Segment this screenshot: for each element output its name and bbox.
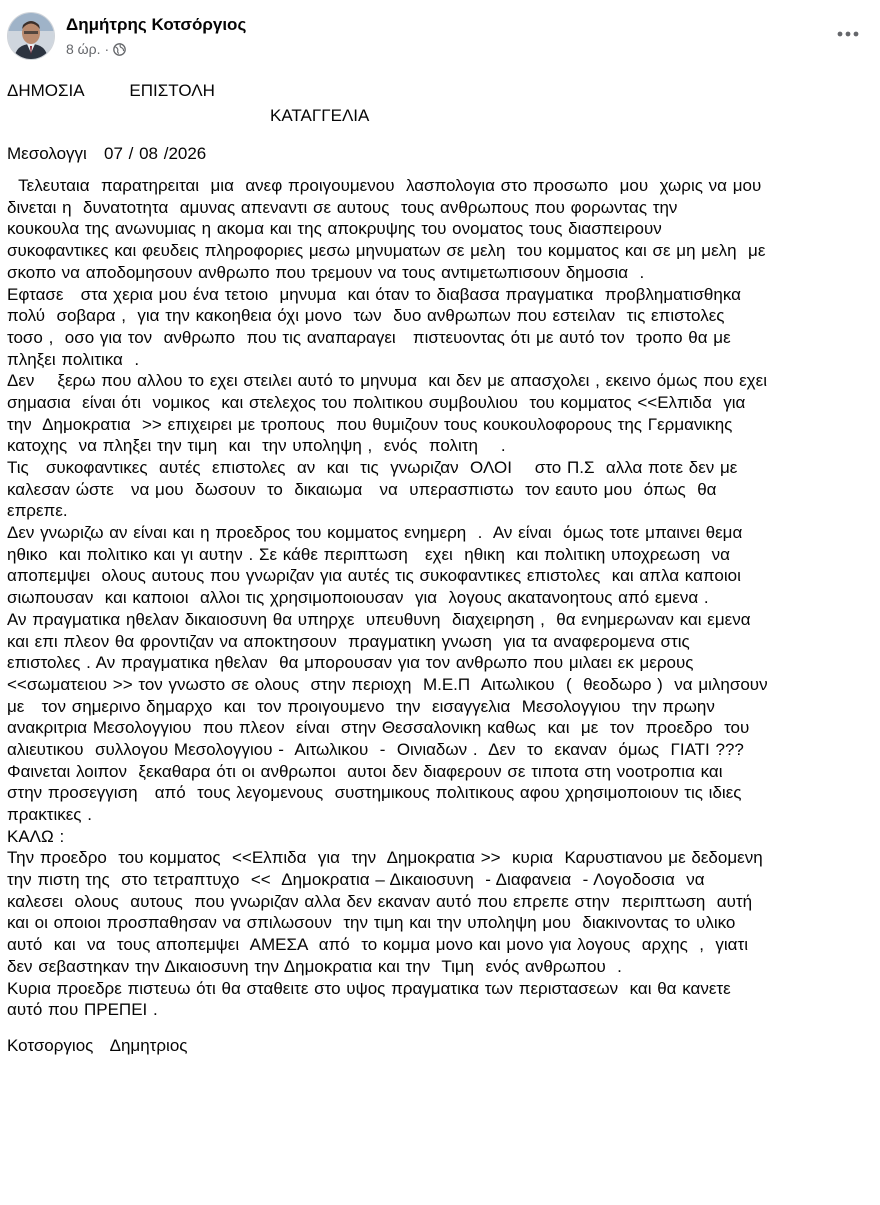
letter-line: δεν σεβαστηκαν την Δικαιοσυνη την Δημοκρατια και την Τιμη ενός ανθρωπου . xyxy=(7,956,622,976)
letter-line: με τον σημερινο δημαρχο και τον προιγουμενο την εισαγγελια Μεσολογγιου την πρωην xyxy=(7,696,715,716)
letter-line: Την προεδρο του κομματος <<Ελπιδα για την Δημοκρατια >> κυρια Καρυστιανου με δεδομενη xyxy=(7,848,763,868)
letter-line: ανακριτρια Μεσολογγιου που πλεον είναι στην Θεσσαλονικη καθως και με τον προεδρο του xyxy=(7,718,750,738)
letter-line: καλεσαν ώστε να μου δωσουν το δικαιωμα να υπερασπιστω τον εαυτο μου όπως θα xyxy=(7,479,717,499)
letter-line: αυτό και να τους αποπεμψει ΑΜΕΣΑ από το κομμα μονο και μονο για λογους αρχης , γιατι xyxy=(7,935,748,955)
avatar[interactable] xyxy=(7,12,55,60)
letter-line: τοσο , οσο για τον ανθρωπο που τις αναπαραγει πιστευοντας ότι με αυτό τον τροπο θα με xyxy=(7,327,731,347)
letter-line: Κυρια προεδρε πιστευω ότι θα σταθειτε στο υψος πραγματικα των περιστασεων και θα κανετε xyxy=(7,978,731,998)
letter-line: καλεσει ολους αυτους που γνωριζαν αλλα δεν εκαναν αυτό που επρεπε στην περιπτωση αυτή xyxy=(7,891,753,911)
letter-line: αποπεμψει ολους αυτους που γνωριζαν για αυτές τις συκοφαντικες επιστολες και απλα καποιοι xyxy=(7,566,741,586)
letter-line: πληξει πολιτικα . xyxy=(7,349,140,369)
letter-line: κουκουλα της ανωνυμιας η ακομα και της αποκρυψης του ονοματος τους διασπειρουν xyxy=(7,219,662,239)
letter-line: Εφτασε στα χερια μου ένα τετοιο μηνυμα και όταν το διαβασα πραγματικα προβληματισθηκα xyxy=(7,284,741,304)
post-body xyxy=(7,80,873,1057)
letter-line: στην προσεγγιση από τους λεγομενους συστημικους πολιτικους αφου χρησιμοποιουν τις ιδιες xyxy=(7,783,742,803)
letter-line: αλιευτικου συλλογου Μεσολογγιου - Αιτωλικου - Οινιαδων . Δεν το εκαναν όμως ΓΙΑΤΙ ??? xyxy=(7,739,744,759)
post-meta xyxy=(66,41,126,57)
letter-line: επιστολες . Αν πραγματικα ηθελαν θα μπορουσαν για τον ανθρωπο που μιλαει εκ μερους xyxy=(7,653,694,673)
post-header xyxy=(0,0,880,70)
globe-icon xyxy=(113,43,126,56)
letter-line: σκοπο να αποδομησουν ανθρωπο που τρεμουν να τους αντιμετωπισουν δημοσια . xyxy=(7,262,645,282)
letter-line: κατοχης να πληξει την τιμη και την υποληψη , ενός πολιτη . xyxy=(7,436,506,456)
more-options-button[interactable] xyxy=(830,20,866,48)
letter-line: την πιστη της στο τετραπτυχο << Δημοκρατια – Δικαιοσυνη - Διαφανεια - Λογοδοσια να xyxy=(7,870,705,890)
letter-line: δινεται η δυνατοτητα αμυνας απεναντι σε αυτους τους ανθρωπους που φορωντας την xyxy=(7,197,678,217)
letter-line: και οι οποιοι προσπαθησαν να σπιλωσουν την τιμη και την υποληψη μου διακινοντας το υλικο xyxy=(7,913,736,933)
letter-line: πρακτικες . xyxy=(7,805,92,824)
meta-separator: · xyxy=(104,41,110,57)
letter-line: <<σωματειου >> τον γνωστο σε ολους στην περιοχη Μ.Ε.Π Αιτωλικου ( θεοδωρο ) να μιλησουν xyxy=(7,674,768,694)
letter-line: ΚΑΛΩ : xyxy=(7,826,65,846)
letter-signature: Κοτσοργιος Δημητριος xyxy=(7,1035,188,1055)
letter-line: Φαινεται λοιπον ξεκαθαρα ότι οι ανθρωποι αυτοι δεν διαφερουν σε τιποτα στη νοοτροπια και xyxy=(7,761,723,781)
more-horizontal-icon xyxy=(837,31,859,37)
letter-line: Δεν γνωριζω αν είναι και η προεδρος του κομματος ενημερη . Αν είναι όμως τοτε μπαινει θεμα xyxy=(7,523,743,543)
letter-line: συκοφαντικες και φευδεις πληροφοριες μεσω μηνυματων σε μελη του κομματος και σε μη μελη με xyxy=(7,241,766,261)
letter-place-date: Μεσολογγι 07 / 08 /2026 xyxy=(7,144,207,164)
letter-line: σημασια είναι ότι νομικος και στελεχος του πολιτικου συμβουλιου του κομματος <<Ελπιδα για xyxy=(7,392,746,412)
letter-line: Τις συκοφαντικες αυτές επιστολες αν και τις γνωριζαν ΟΛΟΙ στο Π.Σ αλλα ποτε δεν με xyxy=(7,458,738,477)
author-name[interactable]: Δημήτρης Κοτσόργιος xyxy=(66,15,247,34)
profile-photo-icon xyxy=(8,13,54,59)
letter-line: Τελευταια παρατηρειται μια ανεφ προιγουμενου λασπολογια στο προσωπο μου χωρις να μου xyxy=(7,176,762,196)
letter-line: πολύ σοβαρα , για την κακοηθεια όχι μονο των δυο ανθρωπων που εστειλαν τις επιστολες xyxy=(7,306,725,326)
letter-title: ΚΑΤΑΓΓΕΛΙΑ xyxy=(270,105,370,125)
letter-line: ηθικο και πολιτικο και γι αυτην . Σε κάθε περιπτωση εχει ηθικη και πολιτικη υποχρεωση να xyxy=(7,544,731,564)
letter-line: αυτό που ΠΡΕΠΕΙ . xyxy=(7,1000,158,1020)
letter-line: και επι πλεον θα φροντιζαν να αποκτησουν πραγματικη γνωση για τα αναφερομενα στις xyxy=(7,631,690,651)
letter-text xyxy=(7,175,873,1021)
letter-line: σιωπουσαν και καποιοι αλλοι τις χρησιμοποιουσαν για λογους ακατανοητους από εμενα . xyxy=(7,588,709,608)
letter-line: την Δημοκρατια >> επιχειρει με τροπους που θυμιζουν τους κουκουλοφορους της Γερμανικης xyxy=(7,414,733,434)
letter-line: επρεπε. xyxy=(7,501,68,521)
letter-line: Αν πραγματικα ηθελαν δικαιοσυνη θα υπηρχε υπευθυνη διαχειρηση , θα ενημερωναν και εμενα xyxy=(7,609,751,629)
letter-header-left: ΔΗΜΟΣΙΑ ΕΠΙΣΤΟΛΗ xyxy=(7,81,215,100)
letter-line: Δεν ξερω που αλλου το εχει στειλει αυτό το μηνυμα και δεν με απασχολει , εκεινο όμως που εχει xyxy=(7,371,767,391)
post-time[interactable]: 8 ώρ. xyxy=(66,41,101,57)
